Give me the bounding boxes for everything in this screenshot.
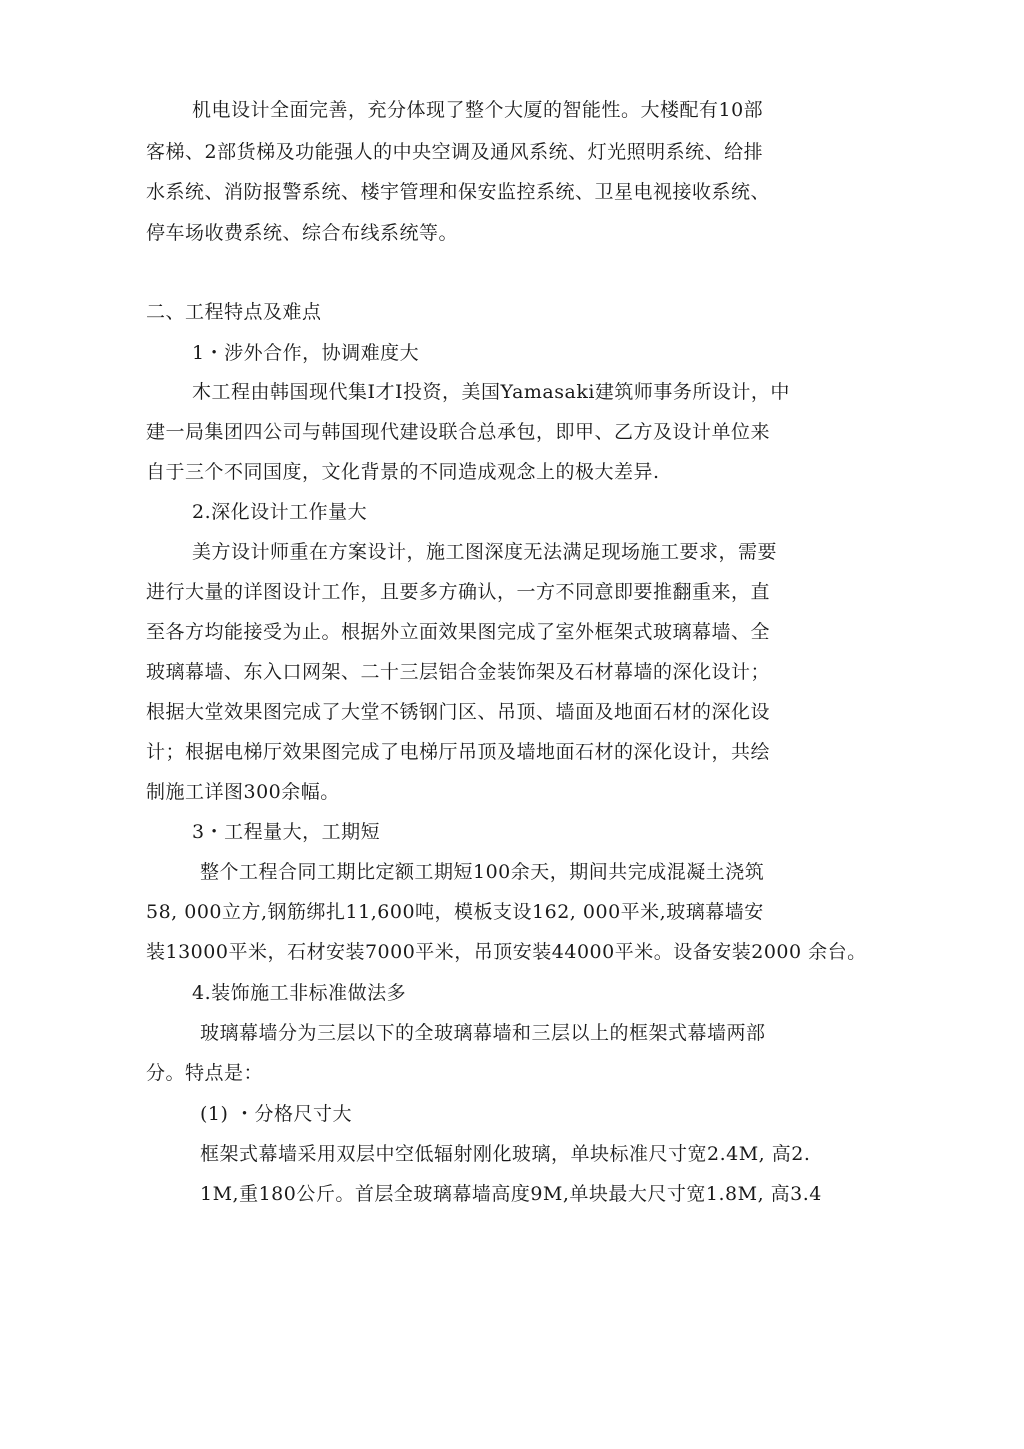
item2-line-7: 制施工详图300余幅。: [146, 781, 340, 803]
item1-line-1: 木工程由韩国现代集I才I投资，美国Yamasaki建筑师事务所设计，中: [192, 381, 790, 403]
item4-line-2: 分。特点是：: [146, 1062, 264, 1084]
item3-line-2: 58, 000立方,钢筋绑扎11,600吨，模板支设162, 000平米,玻璃幕墙安: [146, 901, 764, 923]
para1-line-4: 停车场收费系统、综合布线系统等。: [146, 222, 459, 244]
item4-sub1-line-1: 框架式幕墙采用双层中空低辐射刚化玻璃，单块标准尺寸宽2.4M, 高2.: [200, 1143, 811, 1165]
item2-line-6: 计；根据电梯厅效果图完成了电梯厅吊顶及墙地面石材的深化设计，共绘: [146, 741, 771, 763]
item2-line-3: 至各方均能接受为止。根据外立面效果图完成了室外框架式玻璃幕墙、全: [146, 621, 771, 643]
item2-line-2: 进行大量的详图设计工作，且要多方确认，一方不同意即要推翻重来，直: [146, 581, 771, 603]
item1-heading: 1・涉外合作，协调难度大: [192, 342, 420, 364]
section-heading: 二、工程特点及难点: [146, 301, 322, 323]
item4-heading: 4.装饰施工非标准做法多: [192, 982, 407, 1004]
item4-sub1-line-2: 1M,重180公斤。首层全玻璃幕墙高度9M,单块最大尺寸宽1.8M, 高3.4: [200, 1183, 822, 1205]
item3-heading: 3・工程量大，工期短: [192, 821, 381, 843]
item4-sub1-heading: (1) ・分格尺寸大: [200, 1103, 352, 1125]
item2-line-5: 根据大堂效果图完成了大堂不锈钢门区、吊顶、墙面及地面石材的深化设: [146, 701, 771, 723]
item2-line-1: 美方设计师重在方案设计，施工图深度无法满足现场施工要求，需要: [192, 541, 778, 563]
para1-line-1: 机电设计全面完善，充分体现了整个大厦的智能性。大楼配有10部: [192, 99, 764, 121]
item3-line-1: 整个工程合同工期比定额工期短100余天，期间共完成混凝土浇筑: [200, 861, 765, 883]
item2-line-4: 玻璃幕墙、东入口网架、二十三层铝合金装饰架及石材幕墙的深化设计；: [146, 661, 771, 683]
item2-heading: 2.深化设计工作量大: [192, 501, 368, 523]
para1-line-2: 客梯、2部货梯及功能强人的中央空调及通风系统、灯光照明系统、给排: [146, 141, 764, 163]
item4-line-1: 玻璃幕墙分为三层以下的全玻璃幕墙和三层以上的框架式幕墙两部: [200, 1022, 766, 1044]
item3-line-3: 装13000平米，石材安装7000平米，吊顶安装44000平米。设备安装2000 余台。: [146, 941, 867, 963]
item1-line-2: 建一局集团四公司与韩国现代建设联合总承包，即甲、乙方及设计单位来: [146, 421, 771, 443]
item1-line-3: 自于三个不同国度，文化背景的不同造成观念上的极大差异.: [146, 461, 660, 483]
para1-line-3: 水系统、消防报警系统、楼宇管理和保安监控系统、卫星电视接收系统、: [146, 181, 771, 203]
